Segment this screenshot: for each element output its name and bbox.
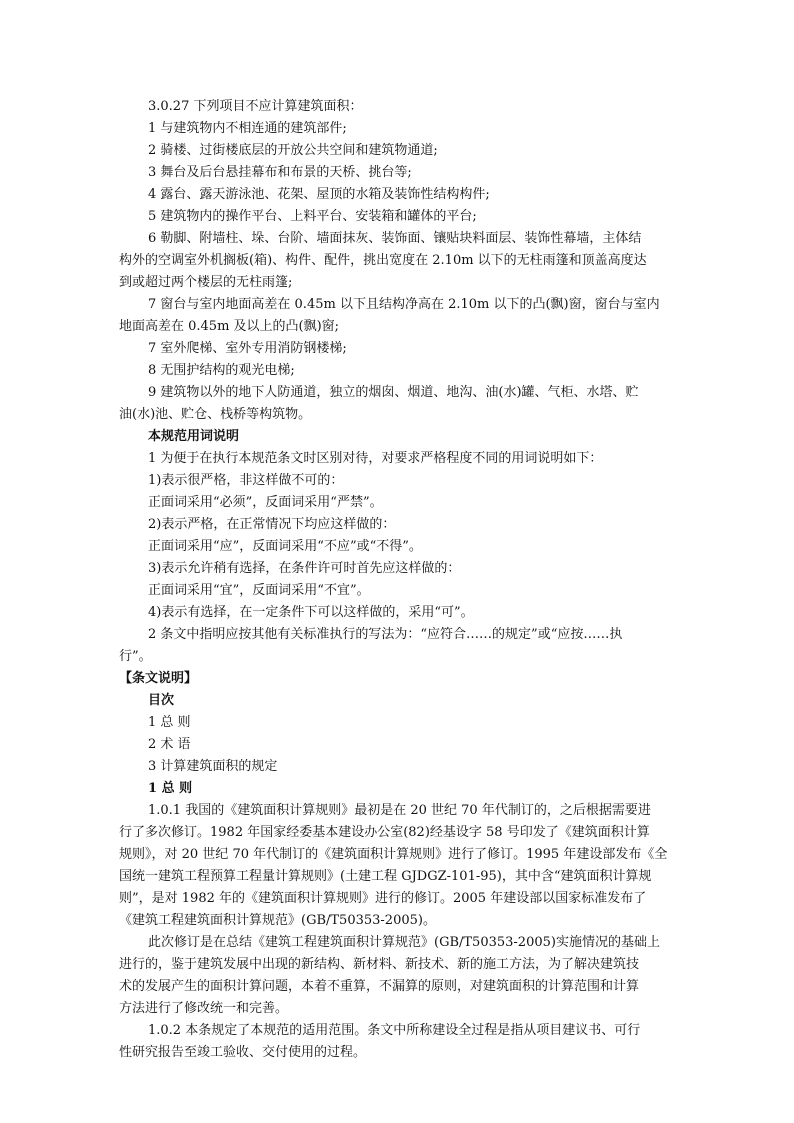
toc-item: 1 总 则 — [148, 715, 191, 730]
paragraph-continuation: 性研究报告至竣工验收、交付使用的过程。 — [119, 1045, 367, 1060]
paragraph: 正面词采用“宜”，反面词采用“不宜”。 — [148, 583, 370, 598]
list-item-continuation: 到或超过两个楼层的无柱雨篷; — [119, 275, 293, 290]
toc-title: 目次 — [148, 693, 175, 708]
paragraph-continuation: 术的发展产生的面积计算问题，本着不重算，不漏算的原则，对建筑面积的计算范围和计算 — [119, 979, 640, 994]
toc-item: 3 计算建筑面积的规定 — [148, 759, 278, 774]
list-item: 2 骑楼、过街楼底层的开放公共空间和建筑物通道; — [148, 143, 438, 158]
paragraph-continuation: 进行的，鉴于建筑发展中出现的新结构、新材料、新技术、新的施工方法，为了解决建筑技 — [119, 957, 640, 972]
list-item: 1 与建筑物内不相连通的建筑部件; — [148, 121, 347, 136]
list-item: 7 室外爬梯、室外专用消防钢楼梯; — [148, 341, 347, 356]
paragraph-continuation: 《建筑工程建筑面积计算规范》(GB/T50353-2005)。 — [119, 913, 436, 928]
paragraph: 1 为便于在执行本规范条文时区别对待，对要求严格程度不同的用词说明如下： — [148, 451, 603, 466]
section-heading: 【条文说明】 — [119, 671, 198, 686]
paragraph: 3)表示允许稍有选择，在条件许可时首先应这样做的： — [148, 561, 461, 576]
list-item: 5 建筑物内的操作平台、上料平台、安装箱和罐体的平台; — [148, 209, 477, 224]
list-item: 7 窗台与室内地面高差在 0.45m 以下且结构净高在 2.10m 以下的凸(飘)窗，窗台与室内 — [148, 297, 660, 312]
paragraph-continuation: 行了多次修订。1982 年国家经委基本建设办公室(82)经基设字 58 号印发了《建筑面积计算 — [119, 825, 650, 840]
list-item: 8 无围护结构的观光电梯; — [148, 363, 295, 378]
list-item-continuation: 油(水)池、贮仓、栈桥等构筑物。 — [119, 407, 312, 422]
paragraph: 1.0.2 本条规定了本规范的适用范围。条文中所称建设全过程是指从项目建议书、可行 — [148, 1023, 641, 1038]
paragraph-continuation: 则”，是对 1982 年的《建筑面积计算规则》进行的修订。2005 年建设部以国家标准发布了 — [119, 891, 647, 906]
list-item: 4 露台、露天游泳池、花架、屋顶的水箱及装饰性结构构件; — [148, 187, 490, 202]
paragraph: 2)表示严格，在正常情况下均应这样做的： — [148, 517, 396, 532]
paragraph-continuation: 行”。 — [119, 649, 152, 664]
paragraph: 1)表示很严格，非这样做不可的： — [148, 473, 344, 488]
toc-item: 2 术 语 — [148, 737, 191, 752]
list-item-continuation: 构外的空调室外机搁板(箱)、构件、配件，挑出宽度在 2.10m 以下的无柱雨篷和顶盖高度达 — [119, 253, 647, 268]
paragraph-continuation: 国统一建筑工程预算工程量计算规则》(土建工程 GJDGZ-101-95)，其中含“建筑面积计算规 — [119, 869, 652, 884]
terms-heading: 本规范用词说明 — [148, 429, 240, 444]
paragraph: 正面词采用“应”，反面词采用“不应”或“不得”。 — [148, 539, 422, 554]
list-item: 9 建筑物以外的地下人防通道，独立的烟囱、烟道、地沟、油(水)罐、气柜、水塔、贮 — [148, 385, 639, 400]
paragraph: 1.0.1 我国的《建筑面积计算规则》最初是在 20 世纪 70 年代制订的，之后根据需要进 — [148, 803, 651, 818]
list-item-continuation: 地面高差在 0.45m 及以上的凸(飘)窗; — [119, 319, 340, 334]
chapter-title: 1 总 则 — [148, 781, 193, 796]
list-item: 3 舞台及后台悬挂幕布和布景的天桥、挑台等; — [148, 165, 412, 180]
paragraph: 2 条文中指明应按其他有关标准执行的写法为：“应符合……的规定”或“应按……执 — [148, 627, 623, 642]
paragraph-continuation: 方法进行了修改统一和完善。 — [119, 1001, 289, 1016]
paragraph: 此次修订是在总结《建筑工程建筑面积计算规范》(GB/T50353-2005)实施情况的基础上 — [148, 935, 660, 950]
paragraph: 4)表示有选择，在一定条件下可以这样做的，采用“可”。 — [148, 605, 474, 620]
clause-3-0-27-heading: 3.0.27 下列项目不应计算建筑面积： — [148, 99, 363, 114]
paragraph-continuation: 规则》，对 20 世纪 70 年代制订的《建筑面积计算规则》进行了修订。1995 年建设部发布《全 — [119, 847, 668, 862]
paragraph: 正面词采用“必须”，反面词采用“严禁”。 — [148, 495, 383, 510]
list-item: 6 勒脚、附墙柱、垛、台阶、墙面抹灰、装饰面、镶贴块料面层、装饰性幕墙，主体结 — [148, 231, 642, 246]
